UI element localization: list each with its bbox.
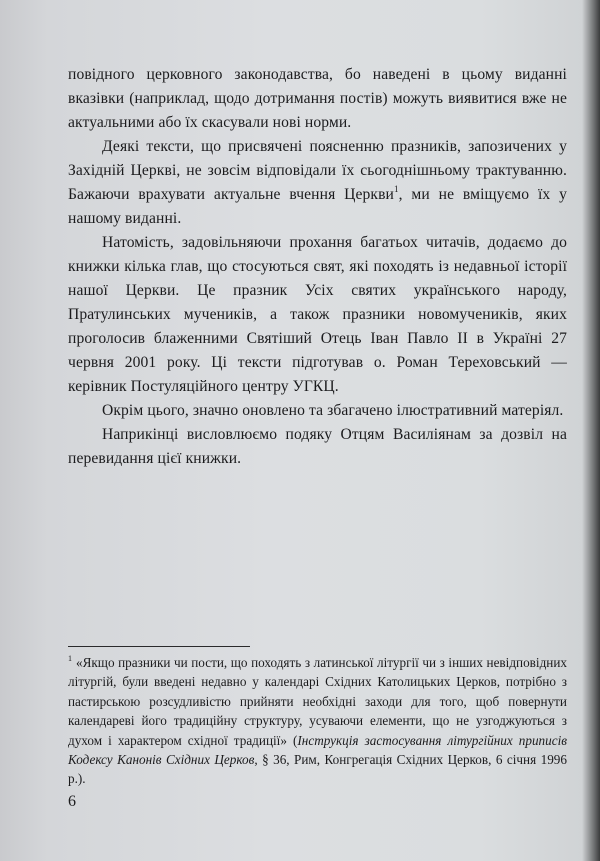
main-text <box>68 63 567 471</box>
paragraph-2-text-end: , ми не вміщуємо їх у нашому виданні. <box>68 186 567 227</box>
paragraph-3: Натомість, задовільняючи прохання багатьох читачів, додаємо до книжки кілька глав, що стосуються свят, які походять із недавньої історії нашої Церкви. Це празник Усіх святих українського народу, Пратулинських мучеників, а також празники новомучеників, яких проголосив блаженними Святіший Отець Іван Павло II в Україні 27 червня 2001 року. Ці тексти підготував о. Роман Тереховський — керівник Постуляційного центру УГКЦ. <box>68 234 567 395</box>
footnote-quote: «Якщо празники чи пости, що походять з латинської літургії чи з інших невідповідних літургій, були введені недавно у календарі Східних Католицьких Церков, потрібно з пастирською розсудливістю прийняти необхідні заходи для того, щоб повернути календареві його традиційну структуру, усуваючи елементи, що не узгоджуються з духом і характером східної традиції» <box>68 655 567 748</box>
footnote-source-open: ( <box>286 732 298 748</box>
page-number: 6 <box>68 793 76 810</box>
paragraph-2 <box>68 135 567 231</box>
footnote-separator <box>68 646 250 647</box>
footnote <box>68 653 567 789</box>
footnote-source-details: , § 36, Рим, Конгрегація Східних Церков, 6 січня 1996 р.). <box>68 752 567 787</box>
footnote-reference: 1 <box>394 184 399 194</box>
footnote-source-title: Інструкція застосування літургійних приписів Кодексу Канонів Східних Церков <box>68 732 567 768</box>
footnote-number: 1 <box>68 654 72 663</box>
footnote-text <box>68 653 567 789</box>
paragraph-1: повідного церковного законодавства, бо наведені в цьому виданні вказівки (наприклад, щодо дотримання постів) можуть виявитися вже не актуальними або їх скасували нові норми. <box>68 66 567 131</box>
paragraph-2-text: Деякі тексти, що присвячені поясненню празників, запозичених у Західній Церкві, не зовсім відповідали їх сьогоднішньому трактуванню. Бажаючи врахувати актуальне вчення Церкви <box>68 138 567 203</box>
paragraph-5: Наприкінці висловлюємо подяку Отцям Василіянам за дозвіл на перевидання цієї книжки. <box>68 426 567 467</box>
paragraph-4: Окрім цього, значно оновлено та збагачено ілюстративний матеріял. <box>102 402 564 419</box>
